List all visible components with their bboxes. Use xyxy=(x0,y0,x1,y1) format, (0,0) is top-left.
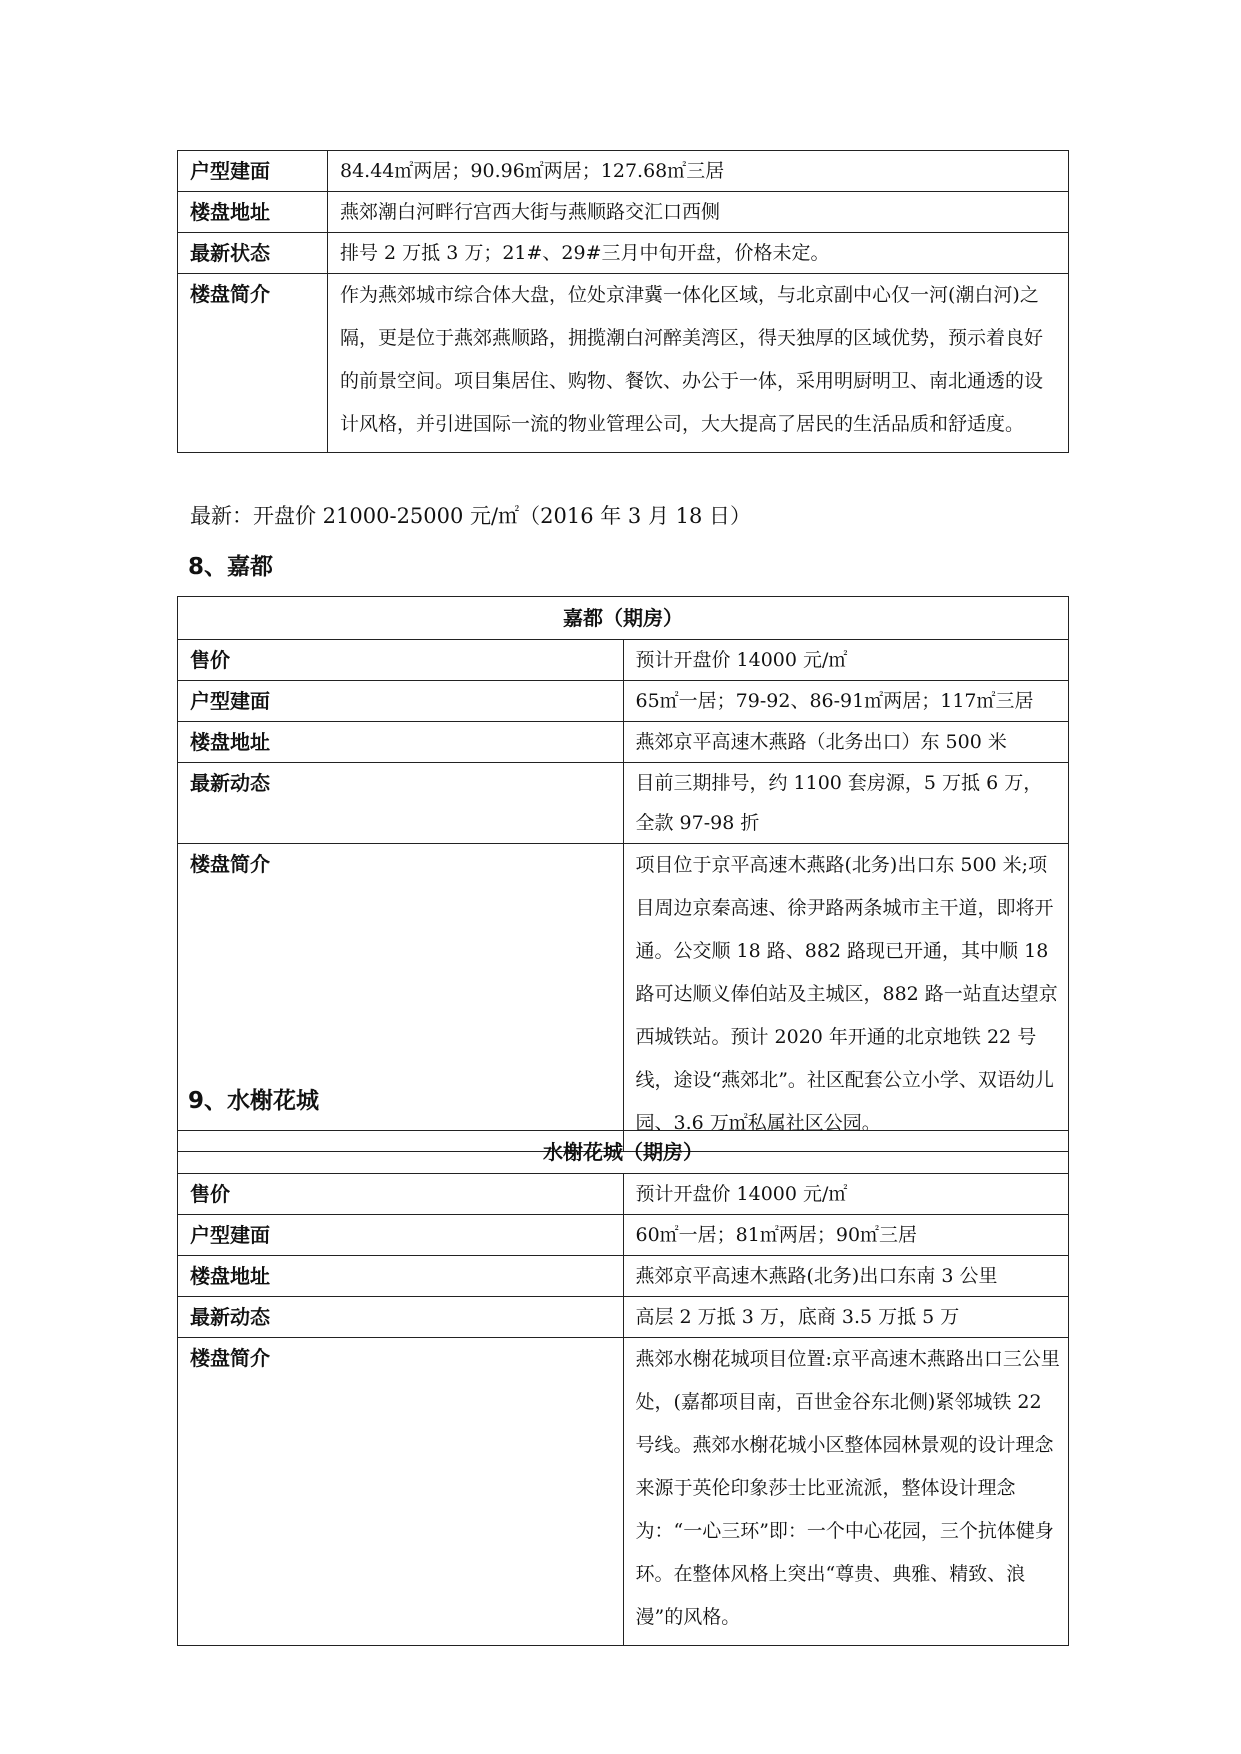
row-label: 楼盘简介 xyxy=(178,844,624,1152)
table-title: 水榭花城（期房） xyxy=(178,1131,1069,1174)
table-row xyxy=(178,151,1069,192)
row-value: 燕郊京平高速木燕路（北务出口）东 500 米 xyxy=(623,722,1069,763)
row-label: 售价 xyxy=(178,1174,624,1215)
row-value: 燕郊潮白河畔行宫西大街与燕顺路交汇口西侧 xyxy=(328,192,1069,233)
table-row xyxy=(178,274,1069,453)
row-label: 户型建面 xyxy=(178,681,624,722)
row-label: 最新动态 xyxy=(178,763,624,844)
row-label: 户型建面 xyxy=(178,1215,624,1256)
row-value: 预计开盘价 14000 元/㎡ xyxy=(623,640,1069,681)
row-value: 65㎡一居；79-92、86-91㎡两居；117㎡三居 xyxy=(623,681,1069,722)
table-row xyxy=(178,681,1069,722)
row-value: 84.44㎡两居；90.96㎡两居；127.68㎡三居 xyxy=(328,151,1069,192)
row-value: 作为燕郊城市综合体大盘，位处京津冀一体化区域，与北京副中心仅一河(潮白河)之隔，更是位于燕郊燕顺路，拥揽潮白河醉美湾区，得天独厚的区域优势，预示着良好的前景空间。项目集居住、购物、餐饮、办公于一体，采用明厨明卫、南北通透的设计风格，并引进国际一流的物业管理公司，大大提高了居民的生活品质和舒适度。 xyxy=(328,274,1069,453)
row-label: 楼盘地址 xyxy=(178,722,624,763)
table-row xyxy=(178,763,1069,844)
row-value: 目前三期排号，约 1100 套房源，5 万抵 6 万，全款 97-98 折 xyxy=(623,763,1069,844)
latest-price-note: 最新：开盘价 21000-25000 元/㎡（2016 年 3 月 18 日） xyxy=(190,504,752,528)
row-label: 户型建面 xyxy=(178,151,328,192)
row-label: 楼盘地址 xyxy=(178,1256,624,1297)
table-row xyxy=(178,233,1069,274)
row-label: 售价 xyxy=(178,640,624,681)
row-value: 燕郊京平高速木燕路(北务)出口东南 3 公里 xyxy=(623,1256,1069,1297)
row-label: 楼盘简介 xyxy=(178,1338,624,1646)
row-label: 楼盘地址 xyxy=(178,192,328,233)
section-heading: 8、嘉都 xyxy=(188,554,274,580)
table-row xyxy=(178,1174,1069,1215)
table-row xyxy=(178,640,1069,681)
table-row xyxy=(178,1338,1069,1646)
table-title-row xyxy=(178,1131,1069,1174)
row-value: 高层 2 万抵 3 万，底商 3.5 万抵 5 万 xyxy=(623,1297,1069,1338)
table-row xyxy=(178,1297,1069,1338)
table-title: 嘉都（期房） xyxy=(178,597,1069,640)
table-row xyxy=(178,1215,1069,1256)
row-value: 排号 2 万抵 3 万；21#、29#三月中旬开盘，价格未定。 xyxy=(328,233,1069,274)
section-heading: 9、水榭花城 xyxy=(188,1088,320,1114)
row-label: 最新状态 xyxy=(178,233,328,274)
row-label: 楼盘简介 xyxy=(178,274,328,453)
table-row xyxy=(178,722,1069,763)
property-table-section9 xyxy=(177,1130,1069,1646)
row-value: 燕郊水榭花城项目位置:京平高速木燕路出口三公里处，(嘉都项目南，百世金谷东北侧)紧邻城铁 22 号线。燕郊水榭花城小区整体园林景观的设计理念来源于英伦印象莎士比亚流派，整体设计理念为：“一心三环”即：一个中心花园，三个抗体健身环。在整体风格上突出“尊贵、典雅、精致、浪漫”的风格。 xyxy=(623,1338,1069,1646)
property-table-section8 xyxy=(177,596,1069,1152)
table-title-row xyxy=(178,597,1069,640)
table-row xyxy=(178,1256,1069,1297)
row-value: 项目位于京平高速木燕路(北务)出口东 500 米;项目周边京秦高速、徐尹路两条城市主干道，即将开通。公交顺 18 路、882 路现已开通，其中顺 18 路可达顺义俸伯站及主城区，882 路一站直达望京西城铁站。预计 2020 年开通的北京地铁 22 号线，途设“燕郊北”。社区配套公立小学、双语幼儿园、3.6 万㎡私属社区公园。 xyxy=(623,844,1069,1152)
table-row xyxy=(178,192,1069,233)
row-value: 60㎡一居；81㎡两居；90㎡三居 xyxy=(623,1215,1069,1256)
row-value: 预计开盘价 14000 元/㎡ xyxy=(623,1174,1069,1215)
row-label: 最新动态 xyxy=(178,1297,624,1338)
property-table-section7 xyxy=(177,150,1069,453)
